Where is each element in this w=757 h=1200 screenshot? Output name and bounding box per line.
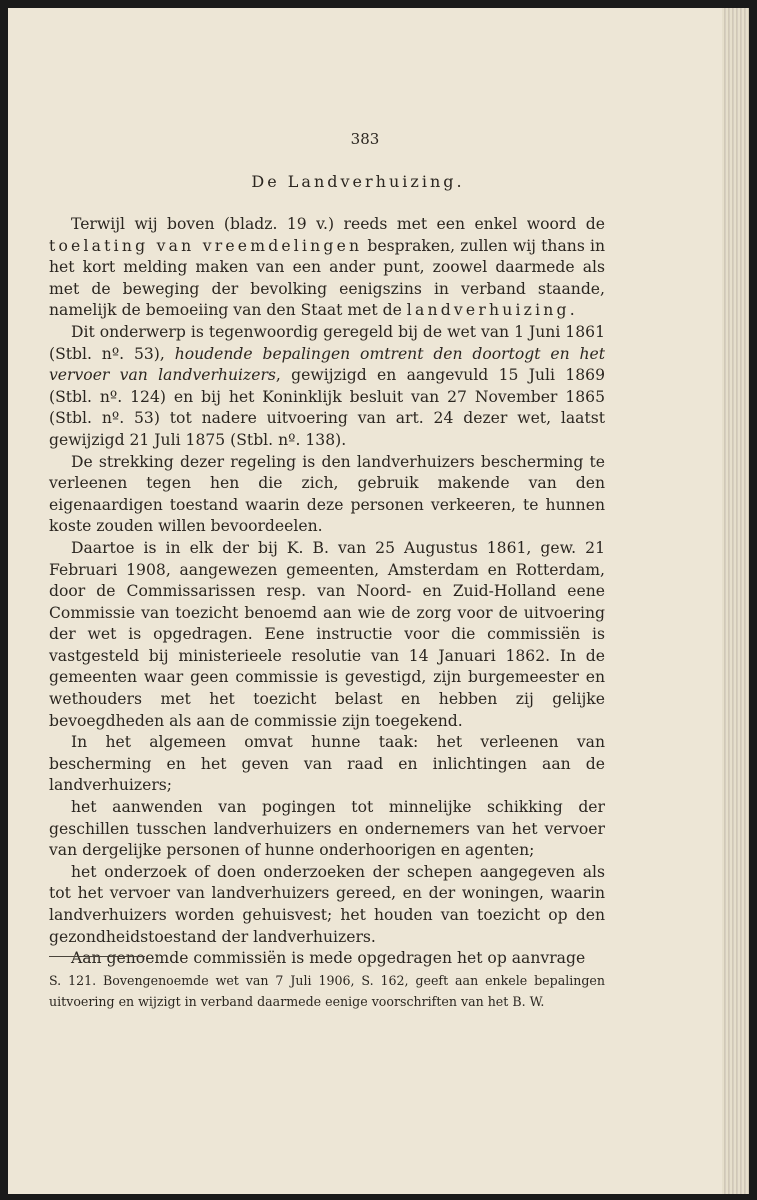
paragraph-text: Terwijl wij boven (bladz. 19 v.) reeds met een enkel woord de [71,215,605,233]
paragraph: het aanwenden van pogingen tot minnelijke schikking der geschillen tusschen landverhuizers en ondernemers van het vervoer van dergelijke personen of hunne onderhoorigen en agenten; [49,798,605,860]
paragraph: Daartoe is in elk der bij K. B. van 25 Augustus 1861, gew. 21 Februari 1908, aangewezen gemeenten, Amsterdam en Rotterdam, door de Commissarissen resp. van Noord- en Zuid-Holland eene Commissie van toezicht benoemd aan wie de zorg voor de uitvoering der wet is opgedragen. Eene instructie voor die commissiën is vastgesteld bij ministerieele resolutie van 14 Januari 1862. In de gemeenten waar geen commissie is gevestigd, zijn burgemeester en wethouders met het toezicht belast en hebben zij gelijke bevoegdheden als aan de commissie zijn toegekend. [49,538,605,730]
paragraph: De strekking dezer regeling is den landverhuizers bescherming te verleenen tegen hen die zich, gebruik makende van den eigenaardigen toestand waarin deze personen verkeeren, te hunnen koste zouden willen bevoordeelen. [49,452,605,536]
paragraph: het onderzoek of doen onderzoeken der schepen aangegeven als tot het vervoer van landverhuizers gereed, en der woningen, waarin landverhuizers worden gehuisvest; het houden van toezicht op den gezondheidstoestand der landverhuizers. [49,862,605,946]
paragraph: In het algemeen omvat hunne taak: het verleenen van bescherming en het geven van raad en inlichtingen aan de landverhuizers; [49,733,605,795]
paragraph [49,322,605,452]
scan-border [749,0,757,1200]
paragraph-text: Dit onderwerp is tegenwoordig geregeld bij de wet van 1 Juni 1861 (Stbl. nº. 53), [49,322,605,363]
spaced-emphasis: toelating van vreemdelingen [49,236,363,255]
page-number: 383 [350,130,380,148]
page-edges [722,8,749,1194]
footnote: S. 121. Bovengenoemde wet van 7 Juli 1906, S. 162, geeft aan enkele bepalingen uitvoering en wijzigt in verband daarmede eenige voorschriften van het B. W. [49,973,605,1009]
chapter-title: De Landverhuizing. [251,172,465,191]
paragraph-text: . [569,301,575,320]
footnote-divider [49,956,145,957]
paragraph: Aan genoemde commissiën is mede opgedragen het op aanvrage [71,949,586,968]
body-text [49,214,605,970]
spaced-emphasis: landverhuizing [406,301,570,320]
paragraph-text: bespraken, zullen wij thans in het kort melding maken van een ander punt, zoowel daarmede als met de beweging der bevolking eenigszins in verband staande, namelijk de bemoeiing van den Staat met de [49,236,605,320]
paragraph-text: , gewijzigd en aangevuld 15 Juli 1869 (Stbl. nº. 124) en bij het Koninklijk besluit van 27 November 1865 (Stbl. nº. 53) tot nadere uitvoering van art. 24 dezer wet, laatst gewijzigd 21 Juli 1875 (Stbl. nº. 138). [49,366,606,449]
italic-law-title: houdende bepalingen omtrent den doortogt en het vervoer van landverhuizers [49,344,605,385]
paragraph [49,214,605,322]
book-page [8,8,722,1194]
